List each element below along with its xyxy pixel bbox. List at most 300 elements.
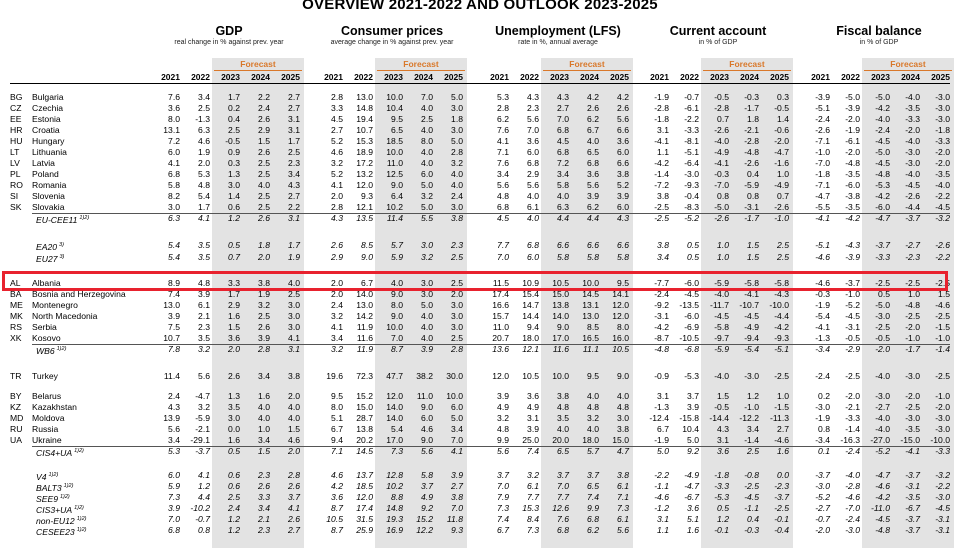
- cell-value: 4.0: [421, 103, 433, 113]
- cell-value: 3.0: [451, 311, 463, 321]
- row-label-text: Russia: [32, 424, 59, 434]
- cell-value: 1.2: [228, 525, 240, 535]
- cell-value: -3.7: [815, 470, 830, 480]
- cell-value: -3.9: [815, 92, 830, 102]
- cell-value: 12.0: [612, 300, 629, 310]
- cell-value: 3.1: [657, 514, 669, 524]
- cell-value: -15.8: [679, 413, 699, 423]
- cell-value: -2.0: [935, 402, 950, 412]
- cell-value: -4.5: [935, 503, 950, 513]
- cell-value: 2.7: [331, 125, 343, 135]
- cell-value: -4.6: [935, 300, 950, 310]
- cell-value: 3.6: [587, 169, 599, 179]
- cell-value: 13.6: [492, 344, 509, 354]
- cell-value: 2.5: [258, 169, 270, 179]
- row-label: [32, 169, 59, 180]
- row-label-text: Lithuania: [32, 147, 67, 157]
- cell-value: 14.1: [612, 289, 629, 299]
- cell-value: 9.0: [391, 289, 403, 299]
- cell-value: 1.7: [288, 136, 300, 146]
- cell-value: 3.0: [451, 300, 463, 310]
- cell-value: 1.0: [258, 424, 270, 434]
- cell-value: 30.0: [446, 371, 463, 381]
- cell-value: 5.6: [198, 371, 210, 381]
- cell-value: -2.8: [714, 103, 729, 113]
- cell-value: 9.5: [617, 278, 629, 288]
- cell-value: 5.0: [687, 435, 699, 445]
- footnote-marker: 1)2): [79, 215, 90, 221]
- cell-value: 4.0: [421, 147, 433, 157]
- cell-value: 3.9: [198, 289, 210, 299]
- cell-value: 0.7: [717, 114, 729, 124]
- cell-value: 15.3: [522, 503, 539, 513]
- cell-value: 14.2: [356, 311, 373, 321]
- cell-value: 15.2: [356, 391, 373, 401]
- cell-value: 10.7: [163, 333, 180, 343]
- cell-value: 6.8: [557, 147, 569, 157]
- cell-value: 6.0: [421, 169, 433, 179]
- cell-value: 3.6: [687, 503, 699, 513]
- cell-value: -3.9: [845, 103, 860, 113]
- cell-value: -2.8: [654, 103, 669, 113]
- cell-value: -3.1: [845, 322, 860, 332]
- cell-value: 7.4: [168, 289, 180, 299]
- cell-value: 7.4: [587, 492, 599, 502]
- row-label: [32, 322, 57, 333]
- cell-value: -2.2: [935, 191, 950, 201]
- cell-value: 7.6: [168, 92, 180, 102]
- cell-value: 14.0: [386, 402, 403, 412]
- cell-value: 3.4: [168, 435, 180, 445]
- cell-value: 5.0: [451, 413, 463, 423]
- row-label: [32, 92, 64, 103]
- cell-value: 3.8: [258, 278, 270, 288]
- cell-value: -3.4: [815, 344, 830, 354]
- cell-value: 7.6: [497, 158, 509, 168]
- table-row: [10, 240, 950, 251]
- cell-value: 13.0: [356, 92, 373, 102]
- cell-value: 3.0: [451, 103, 463, 113]
- cell-value: 11.0: [416, 391, 433, 401]
- year-header: 2023: [871, 72, 890, 82]
- footnote-marker: 1)2): [63, 483, 74, 489]
- year-header: 2024: [251, 72, 270, 82]
- cell-value: -5.3: [714, 492, 729, 502]
- cell-value: 28.7: [356, 413, 373, 423]
- cell-value: 1.6: [228, 435, 240, 445]
- cell-value: 0.1: [818, 446, 830, 456]
- cell-value: 0.9: [228, 147, 240, 157]
- cell-value: 2.9: [228, 300, 240, 310]
- cell-value: -1.5: [774, 402, 789, 412]
- cell-value: -4.6: [774, 435, 789, 445]
- cell-value: -2.1: [845, 402, 860, 412]
- cell-value: 1.9: [198, 147, 210, 157]
- cell-value: 12.0: [612, 311, 629, 321]
- cell-value: 2.5: [258, 158, 270, 168]
- cell-value: -16.3: [840, 435, 860, 445]
- cell-value: -1.1: [744, 503, 759, 513]
- year-header: 2025: [770, 72, 789, 82]
- year-header: 2024: [740, 72, 759, 82]
- cell-value: -6.9: [684, 322, 699, 332]
- cell-value: 10.0: [446, 391, 463, 401]
- table-row: [10, 333, 950, 344]
- cell-value: -5.2: [875, 446, 890, 456]
- cell-value: -2.5: [935, 278, 950, 288]
- row-label-text: non-EU12: [36, 515, 75, 526]
- cell-value: 0.2: [818, 391, 830, 401]
- cell-value: 3.9: [687, 402, 699, 412]
- cell-value: 14.5: [582, 289, 599, 299]
- row-label-text: V4: [36, 471, 47, 482]
- cell-value: 5.5: [421, 213, 433, 223]
- cell-value: 2.7: [288, 92, 300, 102]
- table-row: [10, 300, 950, 311]
- cell-value: 3.0: [228, 180, 240, 190]
- cell-value: 20.7: [492, 333, 509, 343]
- year-header: 2022: [680, 72, 699, 82]
- cell-value: -1.6: [774, 158, 789, 168]
- cell-value: -9.4: [744, 333, 759, 343]
- cell-value: -8.7: [654, 333, 669, 343]
- group-subtitle: average change in % against prev. year: [330, 39, 454, 46]
- cell-value: 6.2: [587, 525, 599, 535]
- cell-value: -4.7: [774, 147, 789, 157]
- cell-value: 6.8: [557, 125, 569, 135]
- cell-value: 9.0: [557, 322, 569, 332]
- cell-value: 6.1: [617, 481, 629, 491]
- cell-value: 15.0: [356, 402, 373, 412]
- cell-value: -2.4: [654, 289, 669, 299]
- cell-value: 11.5: [492, 278, 509, 288]
- cell-value: -2.3: [905, 252, 920, 262]
- cell-value: 7.2: [168, 136, 180, 146]
- cell-value: 7.8: [168, 344, 180, 354]
- cell-value: 2.9: [331, 252, 343, 262]
- cell-value: -2.5: [774, 503, 789, 513]
- cell-value: 6.4: [391, 191, 403, 201]
- cell-value: 10.9: [522, 278, 539, 288]
- cell-value: 7.0: [557, 114, 569, 124]
- cell-value: 4.6: [331, 470, 343, 480]
- cell-value: 12.8: [386, 470, 403, 480]
- row-label: [32, 371, 58, 382]
- cell-value: -29.1: [190, 435, 210, 445]
- footnote-marker: 1)2): [59, 494, 70, 500]
- row-label-text: Croatia: [32, 125, 60, 135]
- country-code: HR: [10, 125, 23, 135]
- cell-value: 11.9: [356, 322, 373, 332]
- cell-value: 4.0: [557, 424, 569, 434]
- cell-value: 0.2: [228, 103, 240, 113]
- cell-value: -2.0: [845, 391, 860, 401]
- cell-value: 10.0: [386, 92, 403, 102]
- cell-value: 72.3: [356, 371, 373, 381]
- cell-value: 14.0: [356, 289, 373, 299]
- cell-value: -5.0: [875, 300, 890, 310]
- cell-value: 3.4: [657, 252, 669, 262]
- cell-value: 4.0: [288, 413, 300, 423]
- row-label: [32, 424, 58, 435]
- cell-value: 2.6: [258, 481, 270, 491]
- cell-value: 5.6: [168, 424, 180, 434]
- cell-value: 1.2: [228, 514, 240, 524]
- cell-value: 10.5: [612, 344, 629, 354]
- cell-value: 7.3: [497, 503, 509, 513]
- cell-value: 13.1: [163, 125, 180, 135]
- cell-value: 19.6: [326, 371, 343, 381]
- cell-value: 5.3: [198, 169, 210, 179]
- year-header: 2024: [414, 72, 433, 82]
- row-label: [32, 202, 64, 213]
- cell-value: 12.6: [552, 503, 569, 513]
- cell-value: 4.0: [557, 191, 569, 201]
- cell-value: 4.2: [331, 481, 343, 491]
- cell-value: -3.7: [905, 514, 920, 524]
- cell-value: -2.6: [935, 240, 950, 250]
- country-code: RS: [10, 322, 22, 332]
- cell-value: -5.1: [774, 344, 789, 354]
- cell-value: -1.4: [654, 169, 669, 179]
- cell-value: 1.5: [747, 252, 759, 262]
- cell-value: 4.8: [497, 424, 509, 434]
- cell-value: 6.1: [617, 514, 629, 524]
- cell-value: 3.0: [421, 278, 433, 288]
- cell-value: -7.0: [815, 158, 830, 168]
- cell-value: -3.3: [935, 136, 950, 146]
- country-code: KZ: [10, 402, 21, 412]
- cell-value: 6.8: [168, 525, 180, 535]
- cell-value: 7.7: [497, 240, 509, 250]
- cell-value: -2.0: [905, 391, 920, 401]
- table-row: [10, 402, 950, 413]
- year-header: 2021: [324, 72, 343, 82]
- row-label-text: Latvia: [32, 158, 55, 168]
- cell-value: -3.0: [935, 92, 950, 102]
- cell-value: 7.3: [617, 503, 629, 513]
- cell-value: -4.6: [875, 481, 890, 491]
- cell-value: 1.2: [228, 213, 240, 223]
- cell-value: -1.2: [654, 503, 669, 513]
- cell-value: -10.0: [769, 300, 789, 310]
- cell-value: 6.3: [168, 213, 180, 223]
- cell-value: 17.4: [492, 289, 509, 299]
- cell-value: 9.3: [451, 525, 463, 535]
- cell-value: -2.5: [774, 371, 789, 381]
- cell-value: 0.4: [747, 514, 759, 524]
- cell-value: -0.1: [714, 525, 729, 535]
- cell-value: 3.1: [288, 125, 300, 135]
- cell-value: 4.0: [421, 322, 433, 332]
- cell-value: 18.0: [522, 333, 539, 343]
- cell-value: 12.0: [356, 180, 373, 190]
- cell-value: -4.0: [905, 136, 920, 146]
- cell-value: -3.0: [815, 481, 830, 491]
- cell-value: 7.4: [497, 514, 509, 524]
- cell-value: -4.5: [875, 514, 890, 524]
- cell-value: 7.0: [527, 125, 539, 135]
- cell-value: 7.0: [557, 481, 569, 491]
- cell-value: -7.1: [815, 180, 830, 190]
- cell-value: 8.4: [527, 514, 539, 524]
- cell-value: 5.6: [527, 114, 539, 124]
- cell-value: 4.2: [587, 92, 599, 102]
- cell-value: -0.7: [684, 92, 699, 102]
- year-header: 2025: [610, 72, 629, 82]
- cell-value: 13.0: [356, 300, 373, 310]
- cell-value: 0.5: [717, 503, 729, 513]
- cell-value: 20.2: [356, 435, 373, 445]
- cell-value: -1.4: [845, 424, 860, 434]
- cell-value: 2.5: [198, 103, 210, 113]
- cell-value: -4.8: [875, 525, 890, 535]
- cell-value: -7.7: [654, 278, 669, 288]
- cell-value: 6.8: [168, 169, 180, 179]
- cell-value: 11.0: [492, 322, 509, 332]
- country-code: EE: [10, 114, 22, 124]
- cell-value: 7.0: [497, 481, 509, 491]
- cell-value: 9.9: [497, 435, 509, 445]
- cell-value: 4.3: [288, 180, 300, 190]
- cell-value: 2.5: [258, 311, 270, 321]
- cell-value: 4.8: [557, 402, 569, 412]
- cell-value: 3.3: [258, 492, 270, 502]
- cell-value: -4.7: [815, 191, 830, 201]
- cell-value: 3.4: [198, 92, 210, 102]
- cell-value: 11.0: [386, 158, 403, 168]
- cell-value: 3.1: [288, 213, 300, 223]
- cell-value: 5.6: [527, 180, 539, 190]
- cell-value: 2.6: [617, 103, 629, 113]
- cell-value: 6.7: [331, 424, 343, 434]
- cell-value: 15.3: [356, 136, 373, 146]
- forecast-underline: [864, 70, 952, 71]
- cell-value: 3.9: [587, 191, 599, 201]
- cell-value: 2.4: [168, 391, 180, 401]
- cell-value: -3.0: [815, 402, 830, 412]
- cell-value: 1.7: [288, 240, 300, 250]
- cell-value: 5.3: [168, 446, 180, 456]
- row-label-text: Turkey: [32, 371, 58, 381]
- table-row: [10, 114, 950, 125]
- cell-value: 6.5: [587, 147, 599, 157]
- cell-value: -2.0: [774, 136, 789, 146]
- table-row: [10, 514, 950, 525]
- cell-value: 2.7: [451, 481, 463, 491]
- cell-value: -4.0: [875, 413, 890, 423]
- cell-value: -2.7: [905, 240, 920, 250]
- cell-value: 7.5: [168, 322, 180, 332]
- table-row: [10, 136, 950, 147]
- cell-value: -3.1: [905, 481, 920, 491]
- cell-value: -13.5: [679, 300, 699, 310]
- cell-value: 2.8: [288, 470, 300, 480]
- cell-value: -4.8: [744, 147, 759, 157]
- cell-value: 1.2: [747, 391, 759, 401]
- cell-value: 4.8: [587, 402, 599, 412]
- cell-value: 5.6: [587, 180, 599, 190]
- cell-value: -0.3: [744, 525, 759, 535]
- table-row: [10, 446, 950, 457]
- cell-value: 4.1: [198, 213, 210, 223]
- cell-value: 8.0: [391, 300, 403, 310]
- cell-value: 7.0: [421, 92, 433, 102]
- cell-value: 14.8: [386, 503, 403, 513]
- row-label-text: Moldova: [32, 413, 65, 423]
- cell-value: 4.0: [587, 391, 599, 401]
- row-label-text: Bulgaria: [32, 92, 64, 102]
- cell-value: -4.0: [905, 169, 920, 179]
- cell-value: 6.7: [497, 525, 509, 535]
- cell-value: -4.0: [935, 180, 950, 190]
- year-header: 2021: [161, 72, 180, 82]
- country-code: SI: [10, 191, 19, 201]
- cell-value: 5.8: [617, 252, 629, 262]
- cell-value: 1.7: [228, 92, 240, 102]
- cell-value: -3.0: [935, 114, 950, 124]
- cell-value: 6.5: [391, 125, 403, 135]
- cell-value: -5.2: [845, 300, 860, 310]
- cell-value: 2.7: [288, 191, 300, 201]
- cell-value: 1.5: [938, 289, 950, 299]
- cell-value: 6.0: [168, 147, 180, 157]
- cell-value: -0.3: [744, 92, 759, 102]
- cell-value: -0.3: [714, 169, 729, 179]
- cell-value: -3.0: [905, 413, 920, 423]
- cell-value: 6.0: [451, 402, 463, 412]
- cell-value: 3.0: [451, 202, 463, 212]
- cell-value: -4.8: [845, 158, 860, 168]
- cell-value: 1.5: [717, 391, 729, 401]
- cell-value: 3.7: [687, 391, 699, 401]
- cell-value: -15.0: [900, 435, 920, 445]
- year-header: 2021: [490, 72, 509, 82]
- cell-value: 2.8: [331, 92, 343, 102]
- table-row: [10, 344, 950, 355]
- cell-value: -2.8: [845, 481, 860, 491]
- cell-value: 5.6: [617, 114, 629, 124]
- cell-value: 5.0: [657, 446, 669, 456]
- cell-value: 0.5: [687, 252, 699, 262]
- cell-value: 9.2: [421, 503, 433, 513]
- cell-value: -3.5: [905, 424, 920, 434]
- cell-value: 0.4: [228, 114, 240, 124]
- cell-value: -3.7: [905, 470, 920, 480]
- cell-value: 0.7: [228, 252, 240, 262]
- cell-value: 4.1: [288, 503, 300, 513]
- cell-value: 13.8: [552, 300, 569, 310]
- cell-value: 1.6: [687, 525, 699, 535]
- cell-value: -3.3: [684, 125, 699, 135]
- cell-value: -3.7: [845, 278, 860, 288]
- cell-value: -10.7: [739, 300, 759, 310]
- country-code: UA: [10, 435, 22, 445]
- cell-value: 18.0: [582, 435, 599, 445]
- cell-value: -0.5: [714, 92, 729, 102]
- cell-value: -3.1: [654, 311, 669, 321]
- cell-value: 3.0: [228, 413, 240, 423]
- forecast-label: Forecast: [729, 59, 765, 69]
- cell-value: 13.7: [356, 470, 373, 480]
- table-row: [10, 103, 950, 114]
- row-label: [36, 446, 84, 459]
- cell-value: 10.2: [386, 481, 403, 491]
- cell-value: 15.0: [612, 435, 629, 445]
- cell-value: 3.0: [288, 300, 300, 310]
- cell-value: 15.4: [522, 289, 539, 299]
- table-row: [10, 191, 950, 202]
